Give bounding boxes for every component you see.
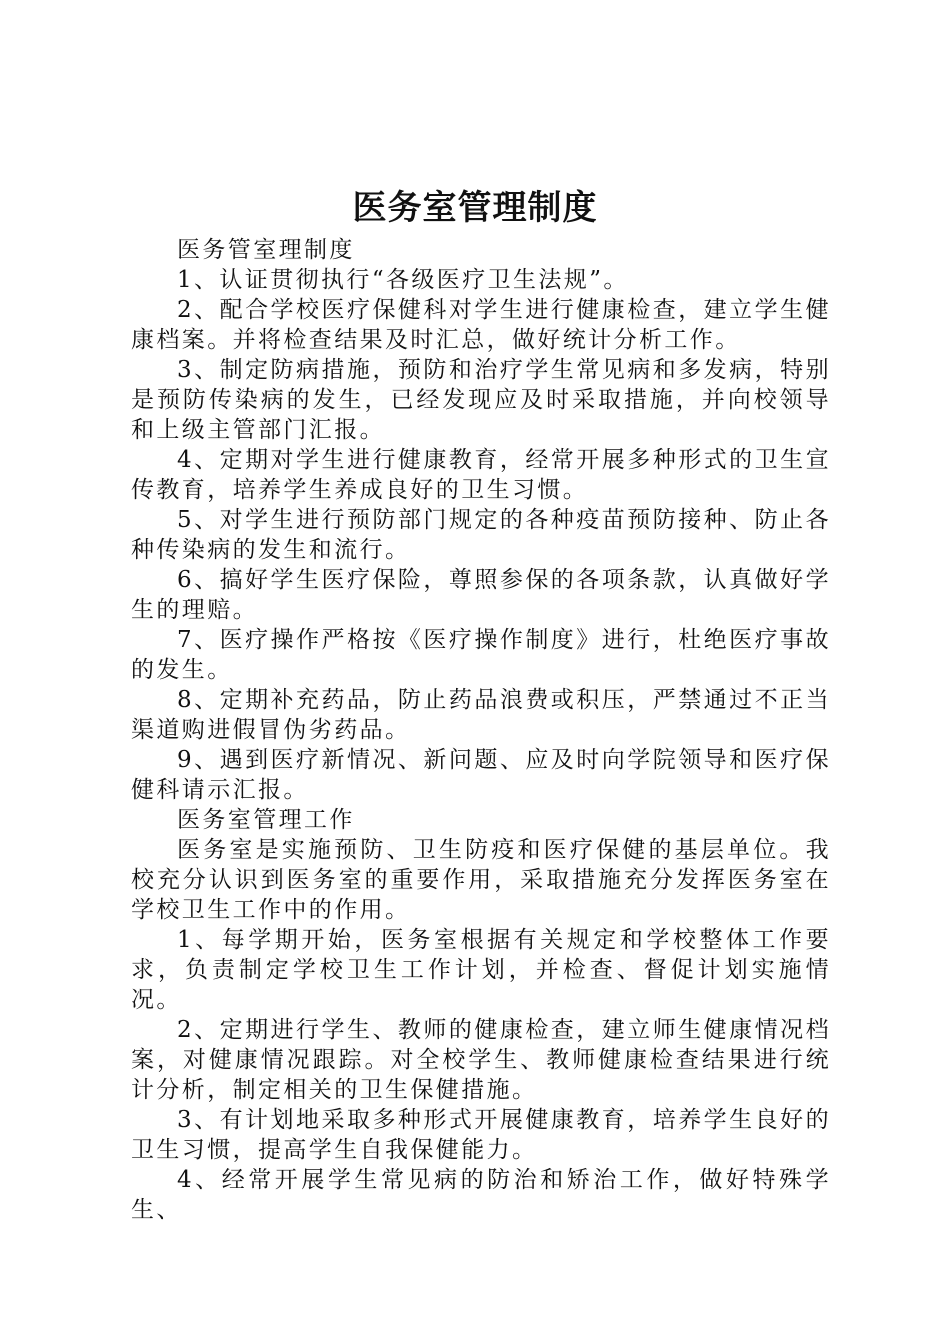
paragraph-rule-3: 3、制定防病措施，预防和治疗学生常见病和多发病，特别是预防传染病的发生，已经发现应及时采取措施，并向校领导和上级主管部门汇报。 (131, 357, 831, 443)
paragraph-rule-6: 6、搞好学生医疗保险，尊照参保的各项条款，认真做好学生的理赔。 (131, 567, 831, 623)
section-heading-work: 医务室管理工作 (177, 807, 355, 833)
document-title: 医务室管理制度 (352, 188, 598, 228)
paragraph-rule-1: 1、认证贯彻执行“各级医疗卫生法规”。 (177, 267, 629, 293)
paragraph-rule-2: 2、配合学校医疗保健科对学生进行健康检查，建立学生健康档案。并将检查结果及时汇总，做好统计分析工作。 (131, 297, 831, 353)
paragraph-work-3: 3、有计划地采取多种形式开展健康教育，培养学生良好的卫生习惯，提高学生自我保健能力。 (131, 1107, 831, 1163)
paragraph-rule-9: 9、遇到医疗新情况、新问题、应及时向学院领导和医疗保健科请示汇报。 (131, 747, 831, 803)
paragraph-work-1: 1、每学期开始，医务室根据有关规定和学校整体工作要求，负责制定学校卫生工作计划，并检查、督促计划实施情况。 (131, 927, 831, 1013)
paragraph-intro: 医务室是实施预防、卫生防疫和医疗保健的基层单位。我校充分认识到医务室的重要作用，采取措施充分发挥医务室在学校卫生工作中的作用。 (131, 837, 831, 923)
paragraph-subheading: 医务管室理制度 (177, 237, 355, 263)
paragraph-work-2: 2、定期进行学生、教师的健康检查，建立师生健康情况档案，对健康情况跟踪。对全校学生、教师健康检查结果进行统计分析，制定相关的卫生保健措施。 (131, 1017, 831, 1103)
paragraph-rule-5: 5、对学生进行预防部门规定的各种疫苗预防接种、防止各种传染病的发生和流行。 (131, 507, 831, 563)
paragraph-rule-8: 8、定期补充药品，防止药品浪费或积压，严禁通过不正当渠道购进假冒伪劣药品。 (131, 687, 831, 743)
paragraph-rule-4: 4、定期对学生进行健康教育，经常开展多种形式的卫生宣传教育，培养学生养成良好的卫生习惯。 (131, 447, 831, 503)
paragraph-work-4: 4、经常开展学生常见病的防治和矫治工作，做好特殊学生、 (131, 1167, 831, 1223)
document-body (131, 235, 831, 1225)
paragraph-rule-7: 7、医疗操作严格按《医疗操作制度》进行，杜绝医疗事故的发生。 (131, 627, 831, 683)
